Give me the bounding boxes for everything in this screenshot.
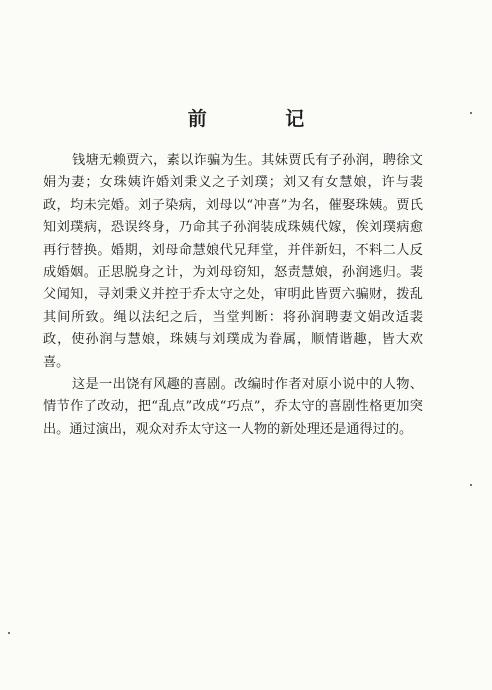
paragraph-2: 这是一出饶有风趣的喜剧。改编时作者对原小说中的人物、情节作了改动，把“乱点”改成“巧点”，乔太守的喜剧性格更加突出。通过演出，观众对乔太守这一人物的新处理还是通得过的。 (43, 377, 423, 437)
scan-speck (470, 484, 472, 486)
page-title: 前 记 (187, 108, 341, 130)
scan-speck (8, 632, 10, 634)
preface-body (43, 150, 423, 441)
paragraph-1: 钱塘无赖贾六，素以诈骗为生。其妹贾氏有子孙润，聘徐文娟为妻；女珠姨许婚刘秉义之子刘璞；刘又有女慧娘，许与裴政，均未完婚。刘子染病，刘母以“冲喜”为名，催娶珠姨。贾氏知刘璞病，恐误终身，乃命其子孙润装成珠姨代嫁，俟刘璞病愈再行替换。婚期，刘母命慧娘代兄拜堂，并伴新妇，不料二人反成婚姻。正思脱身之计，为刘母窃知，怒责慧娘，孙润逃归。裴父闻知，寻刘秉义并控于乔太守之处，审明此皆贾六骗财，拨乱其间所致。绳以法纪之后，当堂判断：将孙润聘妻文娟改适裴政，使孙润与慧娘，珠姨与刘璞成为眷属，顺情谐趣，皆大欢喜。 (43, 153, 423, 370)
scan-speck (470, 112, 472, 114)
